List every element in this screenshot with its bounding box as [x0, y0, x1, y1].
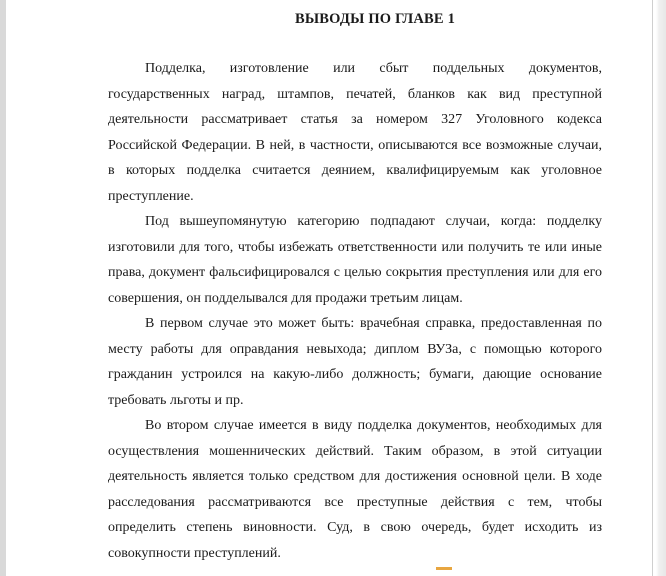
page-edge-shadow — [656, 0, 666, 576]
paragraph-3: В первом случае это может быть: врачебная справка, предоставленная по месту работы для оправдания невыхода; диплом ВУЗа, с помощью которого гражданин устроился на какую-либо должность; бумаги, дающие основание требовать льготы и пр. — [108, 316, 602, 408]
document-page — [6, 0, 653, 576]
paragraph-2: Под вышеупомянутую категорию подпадают случаи, когда: подделку изготовили для того, чтобы избежать ответственности или получить те или иные права, документ фальсифицировался с целью сокрытия преступления или для его совершения, он подделывался для продажи третьим лицам. — [108, 214, 602, 306]
document-body — [108, 9, 602, 566]
text-cursor-marker — [436, 567, 452, 570]
chapter-title: ВЫВОДЫ ПО ГЛАВЕ 1 — [294, 11, 456, 27]
paragraph-1: Подделка, изготовление или сбыт поддельных документов, государственных наград, штампов, печатей, бланков как вид преступной деятельности рассматривает статья за номером 327 Уголовного кодекса Российской Федерации. В ней, в частности, описываются все возможные случаи, в которых подделка считается деянием, квалифицируемым как уголовное преступление. — [108, 61, 602, 204]
paragraph-4: Во втором случае имеется в виду подделка документов, необходимых для осуществления мошеннических действий. Таким образом, в этой ситуации деятельность является только средством для достижения основной цели. В ходе расследования рассматриваются все преступные действия с тем, чтобы определить степень виновности. Суд, в свою очередь, будет исходить из совокупности преступлений. — [108, 418, 602, 561]
